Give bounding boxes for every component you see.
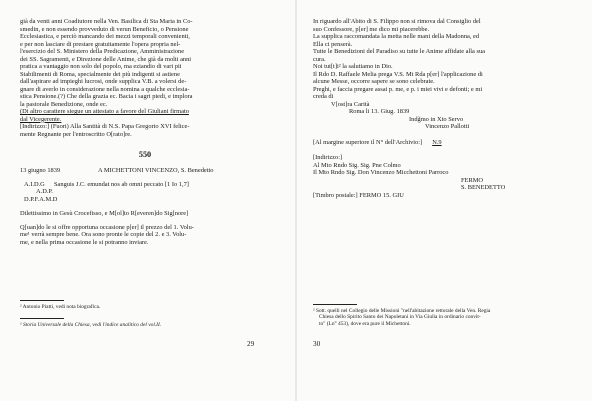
letter-recipient: A MICHETTONI VINCENZO, S. Benedetto <box>98 167 214 174</box>
page-number: 30 <box>313 340 321 348</box>
closing-place-date: Roma li 13. Giug. 1839 <box>349 108 410 115</box>
address-line: Al Mto Rndo Sig. Sig. Pne Colmo <box>313 161 401 169</box>
footnote-line: ² Sott. quelli nel Collegio delle Missioni "nell'abitazione rettorale della Ven. Regia <box>313 308 491 314</box>
left-page <box>20 18 270 246</box>
address-line: Il Mto Rndo Sig. Don Vincenzo Micchettoni Parroco <box>313 169 449 176</box>
closing-line: V[ost]ra Carità <box>331 100 370 108</box>
text-line: Ella ci penserà. <box>313 40 353 48</box>
address-parish: S. BENEDETTO <box>461 184 506 191</box>
text-line: Noi tut[t]i² la salutiamo in Dio. <box>313 63 393 70</box>
body-line: me, e nella prima occasione le si potranno inviare. <box>20 238 149 246</box>
footnote-rule <box>20 300 64 301</box>
footnote-rule <box>20 318 64 319</box>
address-line: [Indirizzo:] (Fuori) Alla Santità di N.S. Papa Gregorio XVI felice- <box>20 123 190 130</box>
address-city: FERMO <box>461 176 484 184</box>
archive-number: N.9 <box>432 138 442 146</box>
book-gutter <box>295 0 297 401</box>
footnote-rule <box>313 304 357 305</box>
text-line: stica Pensione.(?) Che della grazia ec. Bacia i sagri piedi, e implora <box>20 93 193 100</box>
date-recipient-row <box>20 167 270 175</box>
text-line: La supplica raccomandata la metta nelle mani della Madonna, ed <box>313 33 480 40</box>
text-line: dall'aspirare ad impieghi lucrosi, onde supplica V.B. a volersi de- <box>20 78 187 85</box>
footnote-line: Chiesa dello Spirito Santo dei Napoletani in Via Giulia in ordinario convit- <box>319 314 481 321</box>
text-line: alcune Messe, occorre sapere se sono celebrate. <box>313 78 435 85</box>
text-line: cura. <box>313 55 326 63</box>
adp-text: A.D.P. <box>36 188 53 195</box>
address-line: mente Regnante per l'entroscritto O[rato]re. <box>20 130 132 138</box>
text-line: l'esercizio del S. Ministero della Predicazione, Amministrazione <box>20 48 185 55</box>
footnote-line: to" (Ln° 453), dove era pure il Michettoni. <box>319 320 411 327</box>
footnote: ² Antonio Piatti, vedi nota biografica. <box>20 304 101 310</box>
scripture-line: Sanguis J.C. emundat nos ab omni peccato [1 Io 1,7] <box>54 180 189 188</box>
text-line: già da venti anni Coadiutore nella Ven. Basilica di Sta Maria in Co- <box>20 18 193 25</box>
salutation: Dilettissimo in Gesù Crocefisso, e M[ol]to R[everen]do Sig[nore] <box>20 210 189 217</box>
signature-name: Vincenzo Pallotti <box>425 123 470 130</box>
text-line: creda di <box>313 93 334 100</box>
postal-stamp: [Timbro postale:] FERMO 15. GIU <box>313 191 404 199</box>
text-line: la pastorale Benedizione, onde ec. <box>20 100 108 108</box>
text-line: Il Rdo D. Raffaele Melia prega V.S. Mt Rda p[er] l'applicazione di <box>313 70 483 78</box>
footnote <box>313 308 565 327</box>
right-page <box>313 18 565 199</box>
dpfamd-text: D.P.F.A.M.D <box>24 195 58 203</box>
margin-note-row <box>313 139 565 147</box>
right-paragraph <box>313 18 565 101</box>
body-line: Q[uan]do le si offre opportuna occasione p[er] il prezzo del 1. Volu- <box>20 223 194 231</box>
document-number: 550 <box>138 150 152 159</box>
text-line: Ecclesiastica, e perciò mancando dei mezzi temporali convenienti, <box>20 33 190 40</box>
underlined-note: (Di altro carattere siegue un attestato a favore del Giuliani firmato <box>20 108 189 115</box>
aidg-text: A.I.D.G <box>24 180 45 188</box>
signature-line: Indg̃mo in Xto Servo <box>409 115 464 123</box>
text-line: pratica a vantaggio non solo del popolo, ma eziandio di vari pii <box>20 63 182 70</box>
text-line: In riguardo all'Abito di S. Filippo non si rimova dal Consiglio del <box>313 18 481 25</box>
text-line: Tutte le Benedizioni del Paradiso su tutte le Anime affidate alla sua <box>313 48 485 55</box>
invocation-row <box>20 181 270 189</box>
text-line: smedin, e non essendo provveduto di verun Beneficio, o Pensione <box>20 25 189 33</box>
page-number: 29 <box>247 340 255 348</box>
text-line: e per non lasciare di prestare gratuitamente l'opera propria nel- <box>20 40 181 48</box>
text-line: Stabilimenti di Roma, specialmente dei più indigenti si astiene <box>20 70 180 78</box>
footnote: ¹ Storia Universale della Chiesa, vedi l'indice analitico del vol.II. <box>20 322 162 328</box>
text-line: dei SS. Sagramenti, e Direzione delle Anime, che già da molti anni <box>20 55 192 63</box>
body-line: me¹ verrà sempre bene. Ora sono pronte le copie del 2. e 3. Volu- <box>20 231 187 238</box>
address-label: [Indirizzo:] <box>313 154 343 161</box>
letter-date: 13 giugno 1839 <box>20 167 61 174</box>
margin-note: [Al margine superiore il N° dell'Archivio:] <box>313 138 423 146</box>
text-line: Preghi, e faccia pregare assai p. me, e p. i miei vivi e defonti; e mi <box>313 85 483 93</box>
left-paragraph <box>20 18 270 138</box>
underlined-note: dal Vicegerente. <box>20 115 62 123</box>
text-line: suo Confessore, p[er] me dico mi piacerebbe. <box>313 25 430 33</box>
dpfamd-row <box>20 196 270 204</box>
text-line: gnare di averlo in considerazione nella nomina a qualche ecclesia- <box>20 85 190 93</box>
adp-row <box>20 188 270 196</box>
letter-body <box>20 224 270 247</box>
